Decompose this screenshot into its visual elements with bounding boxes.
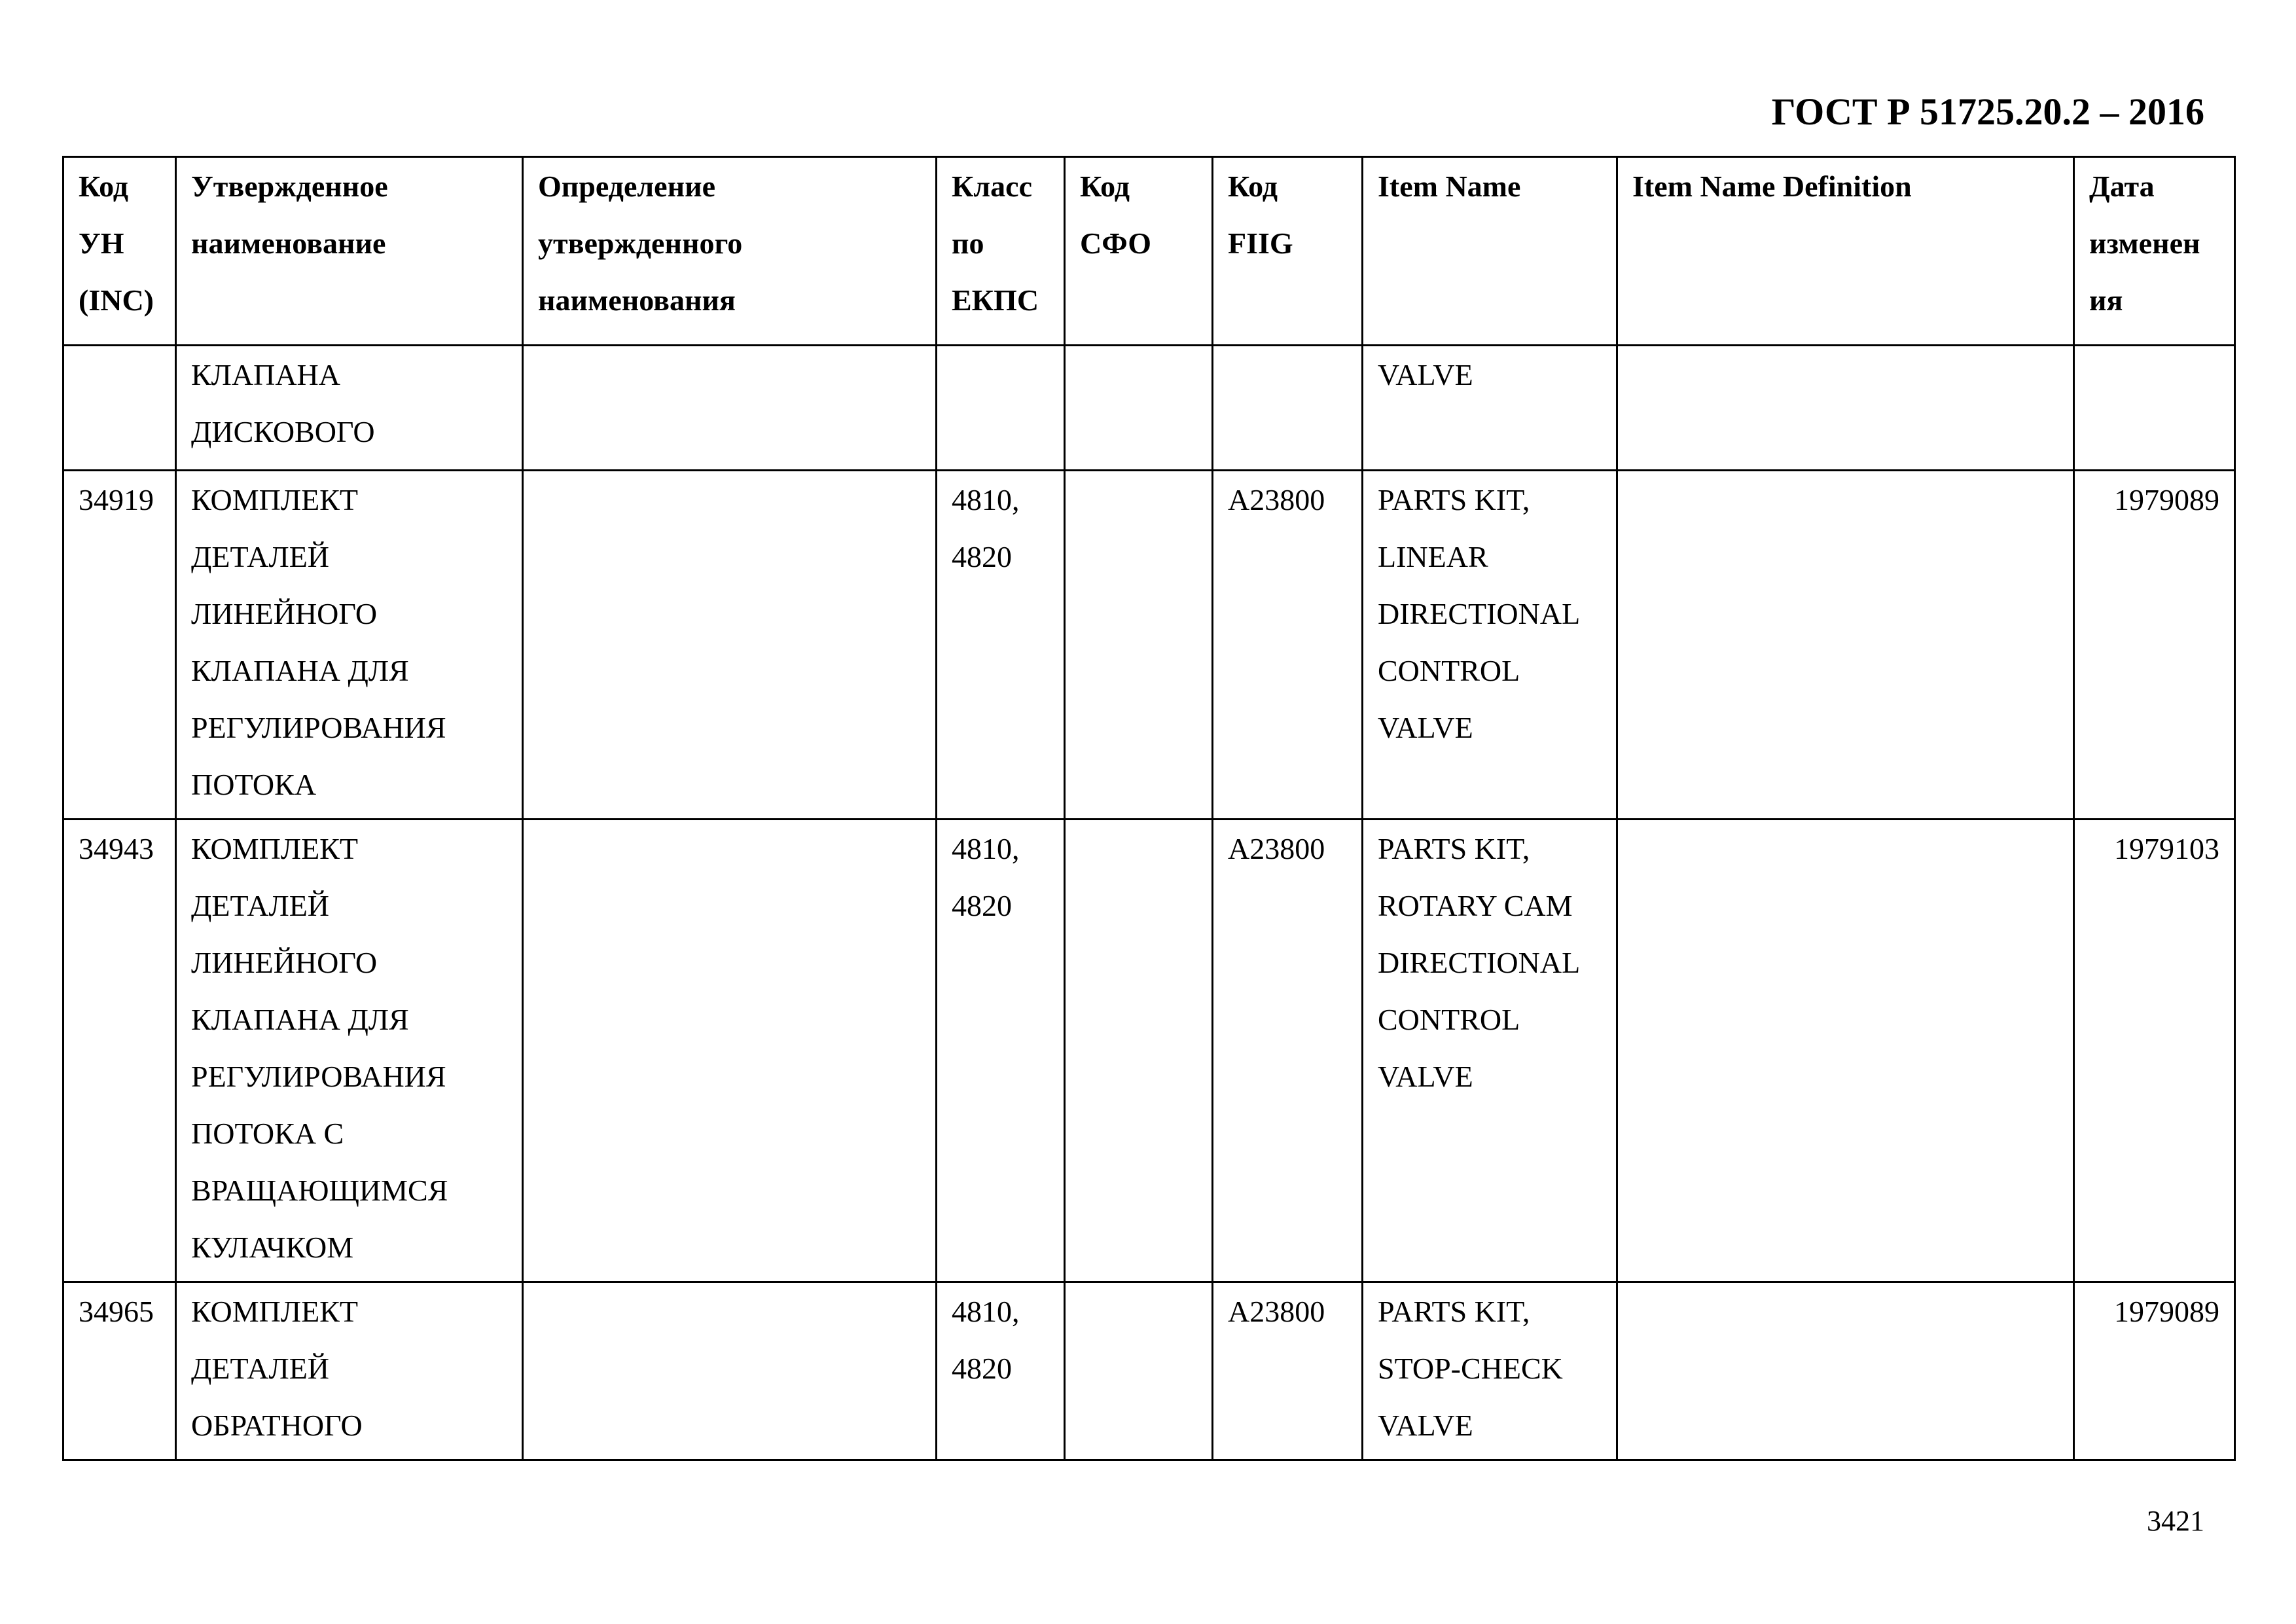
cell-approved-name [176, 471, 523, 820]
cell-fiig-code [1213, 346, 1363, 471]
cell-item-name [1363, 471, 1617, 820]
cell-text-line: 4810, [952, 483, 1020, 516]
cell-text-line: Класс [952, 170, 1032, 203]
cell-text-line: по [952, 226, 984, 260]
cell-change-date [2074, 471, 2235, 820]
cell-text-line: КЛАПАНА ДЛЯ [191, 1003, 409, 1036]
cell-text-line: (INC) [79, 283, 154, 317]
cell-text-line: 4820 [952, 889, 1012, 922]
cell-fiig-code [1213, 820, 1363, 1282]
cell-text-line: 1979089 [2114, 1295, 2219, 1328]
cell-text-line: КОМПЛЕКТ [191, 1295, 358, 1328]
cell-text-line: A23800 [1228, 483, 1325, 516]
cell-text-line: A23800 [1228, 832, 1325, 865]
cell-text-line: 4820 [952, 540, 1012, 573]
cell-item-name [1363, 1282, 1617, 1460]
cell-sfo-code [1065, 346, 1213, 471]
header-fsc-class [937, 157, 1065, 346]
cell-text-line: 34919 [79, 483, 154, 516]
cell-text-line: ДЕТАЛЕЙ [191, 540, 330, 573]
cell-text-line: Дата [2089, 170, 2155, 203]
cell-text-line: FIIG [1228, 226, 1293, 260]
cell-text-line: 4820 [952, 1352, 1012, 1385]
cell-approved-name [176, 820, 523, 1282]
cell-text-line: Item Name [1378, 170, 1521, 203]
cell-change-date [2074, 346, 2235, 471]
cell-text-line: A23800 [1228, 1295, 1325, 1328]
cell-text-line: PARTS KIT, [1378, 832, 1530, 865]
cell-item-name-definition [1617, 1282, 2074, 1460]
header-item-name [1363, 157, 1617, 346]
cell-text-line: ДИСКОВОГО [191, 415, 375, 448]
cell-text-line: КОМПЛЕКТ [191, 832, 358, 865]
cell-text-line: Утвержденное [191, 170, 388, 203]
cell-fsc-class [937, 471, 1065, 820]
cell-text-line: CONTROL [1378, 1003, 1520, 1036]
cell-name-definition [523, 820, 937, 1282]
cell-text-line: ВРАЩАЮЩИМСЯ [191, 1174, 448, 1207]
cell-text-line: РЕГУЛИРОВАНИЯ [191, 1060, 446, 1093]
header-inc [63, 157, 176, 346]
cell-text-line: наименования [538, 283, 736, 317]
cell-fiig-code [1213, 471, 1363, 820]
cell-sfo-code [1065, 471, 1213, 820]
header-name-definition [523, 157, 937, 346]
cell-text-line: ПОТОКА [191, 768, 317, 801]
cell-change-date [2074, 820, 2235, 1282]
cell-text-line: СФО [1080, 226, 1152, 260]
cell-text-line: ROTARY CAM [1378, 889, 1573, 922]
cell-item-name [1363, 346, 1617, 471]
cell-text-line: Код [79, 170, 129, 203]
cell-item-name-definition [1617, 346, 2074, 471]
cell-text-line: Код [1080, 170, 1130, 203]
cell-text-line: VALVE [1378, 711, 1473, 744]
cell-text-line: ия [2089, 283, 2123, 317]
cell-approved-name [176, 1282, 523, 1460]
cell-text-line: КЛАПАНА [191, 358, 340, 391]
cell-text-line: ОБРАТНОГО [191, 1409, 363, 1442]
cell-inc [63, 820, 176, 1282]
cell-text-line: ЛИНЕЙНОГО [191, 946, 378, 979]
header-sfo-code [1065, 157, 1213, 346]
header-item-name-definition [1617, 157, 2074, 346]
cell-text-line: изменен [2089, 226, 2200, 260]
cell-text-line: 1979089 [2114, 483, 2219, 516]
cell-text-line: LINEAR [1378, 540, 1488, 573]
cell-inc [63, 1282, 176, 1460]
cell-text-line: VALVE [1378, 1060, 1473, 1093]
cell-sfo-code [1065, 820, 1213, 1282]
cell-item-name-definition [1617, 471, 2074, 820]
cell-sfo-code [1065, 1282, 1213, 1460]
cell-text-line: КУЛАЧКОМ [191, 1231, 354, 1264]
cell-text-line: ДЕТАЛЕЙ [191, 1352, 330, 1385]
table-row [63, 1282, 2235, 1460]
cell-text-line: STOP-CHECK [1378, 1352, 1563, 1385]
cell-text-line: PARTS KIT, [1378, 1295, 1530, 1328]
cell-text-line: ДЕТАЛЕЙ [191, 889, 330, 922]
cell-text-line: РЕГУЛИРОВАНИЯ [191, 711, 446, 744]
document-standard-header: ГОСТ Р 51725.20.2 – 2016 [1771, 90, 2204, 133]
cell-text-line: КОМПЛЕКТ [191, 483, 358, 516]
inc-table [62, 156, 2236, 1461]
cell-text-line: 4810, [952, 1295, 1020, 1328]
table-row [63, 471, 2235, 820]
cell-change-date [2074, 1282, 2235, 1460]
cell-text-line: 1979103 [2114, 832, 2219, 865]
cell-approved-name [176, 346, 523, 471]
cell-text-line: VALVE [1378, 1409, 1473, 1442]
table-row [63, 346, 2235, 471]
header-change-date [2074, 157, 2235, 346]
header-approved-name [176, 157, 523, 346]
cell-inc [63, 471, 176, 820]
cell-text-line: ПОТОКА С [191, 1117, 344, 1150]
cell-text-line: Код [1228, 170, 1278, 203]
cell-item-name [1363, 820, 1617, 1282]
cell-text-line: УН [79, 226, 124, 260]
page-number: 3421 [2147, 1505, 2204, 1537]
cell-inc [63, 346, 176, 471]
cell-name-definition [523, 1282, 937, 1460]
cell-text-line: наименование [191, 226, 386, 260]
cell-text-line: ЕКПС [952, 283, 1039, 317]
cell-text-line: КЛАПАНА ДЛЯ [191, 654, 409, 687]
cell-text-line: ЛИНЕЙНОГО [191, 597, 378, 630]
cell-text-line: Item Name Definition [1632, 170, 1912, 203]
cell-text-line: VALVE [1378, 358, 1473, 391]
cell-fsc-class [937, 346, 1065, 471]
cell-text-line: 34943 [79, 832, 154, 865]
cell-text-line: PARTS KIT, [1378, 483, 1530, 516]
cell-text-line: CONTROL [1378, 654, 1520, 687]
cell-text-line: DIRECTIONAL [1378, 597, 1581, 630]
table-header-row [63, 157, 2235, 346]
cell-text-line: DIRECTIONAL [1378, 946, 1581, 979]
cell-fsc-class [937, 1282, 1065, 1460]
table-row [63, 820, 2235, 1282]
header-fiig-code [1213, 157, 1363, 346]
cell-name-definition [523, 471, 937, 820]
cell-text-line: Определение [538, 170, 716, 203]
cell-fsc-class [937, 820, 1065, 1282]
cell-fiig-code [1213, 1282, 1363, 1460]
cell-item-name-definition [1617, 820, 2074, 1282]
cell-text-line: 34965 [79, 1295, 154, 1328]
cell-text-line: 4810, [952, 832, 1020, 865]
cell-name-definition [523, 346, 937, 471]
cell-text-line: утвержденного [538, 226, 743, 260]
